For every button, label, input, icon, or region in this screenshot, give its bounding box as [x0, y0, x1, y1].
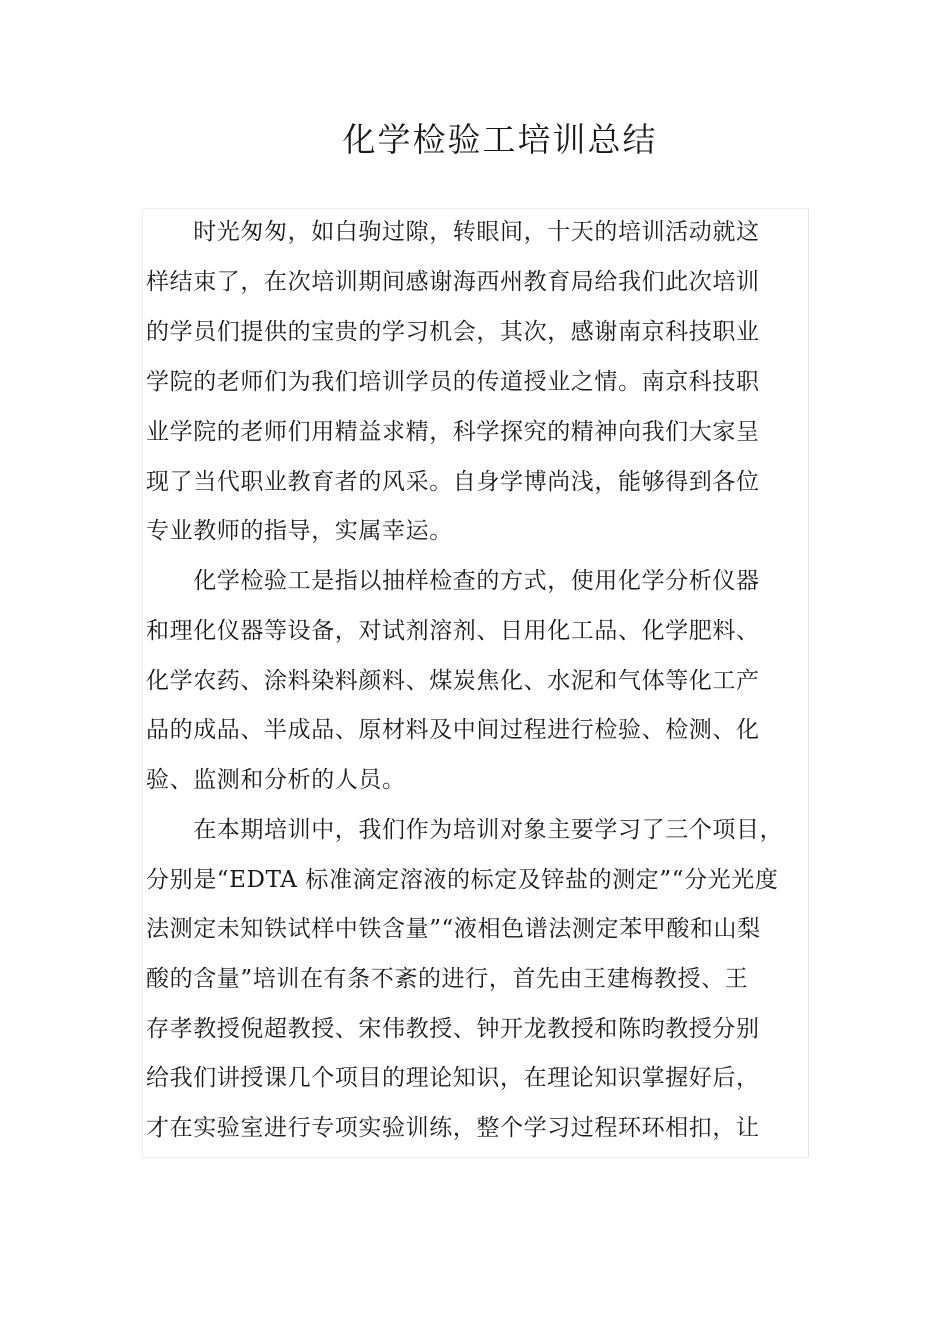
- body-line: 法测定未知铁试样中铁含量”“液相色谱法测定苯甲酸和山梨: [146, 916, 761, 942]
- body-line: 学院的老师们为我们培训学员的传道授业之情。南京科技职: [146, 369, 760, 395]
- body-line: 样结束了，在次培训期间感谢海西州教育局给我们此次培训: [146, 269, 760, 295]
- body-line: 和理化仪器等设备，对试剂溶剂、日用化工品、化学肥料、: [146, 618, 760, 644]
- page-title: 化学检验工培训总结: [342, 120, 658, 159]
- body-line: 现了当代职业教育者的风采。自身学博尚浅，能够得到各位: [146, 469, 760, 495]
- body-line: 存孝教授倪超教授、宋伟教授、钟开龙教授和陈昀教授分别: [146, 1016, 760, 1042]
- body-line: 化学农药、涂料染料颜料、煤炭焦化、水泥和气体等化工产: [146, 668, 760, 694]
- body-line: 酸的含量”培训在有条不紊的进行，首先由王建梅教授、王: [146, 966, 749, 992]
- body-line: 的学员们提供的宝贵的学习机会，其次，感谢南京科技职业: [146, 319, 760, 345]
- body-line: 时光匆匆，如白驹过隙，转眼间，十天的培训活动就这: [146, 219, 760, 245]
- body-line: 品的成品、半成品、原材料及中间过程进行检验、检测、化: [146, 717, 760, 743]
- body-line: 才在实验室进行专项实验训练，整个学习过程环环相扣，让: [146, 1115, 760, 1141]
- body-line: 专业教师的指导，实属幸运。: [146, 518, 453, 544]
- body-line: 验、监测和分析的人员。: [146, 767, 406, 793]
- body-line: 业学院的老师们用精益求精，科学探究的精神向我们大家呈: [146, 419, 760, 445]
- body-line: 化学检验工是指以抽样检查的方式，使用化学分析仪器: [146, 568, 760, 594]
- body-line: 分别是“EDTA 标准滴定溶液的标定及锌盐的测定”“分光光度: [146, 867, 779, 893]
- body-line: 给我们讲授课几个项目的理论知识，在理论知识掌握好后，: [146, 1065, 760, 1091]
- body-line: 在本期培训中，我们作为培训对象主要学习了三个项目，: [146, 817, 784, 843]
